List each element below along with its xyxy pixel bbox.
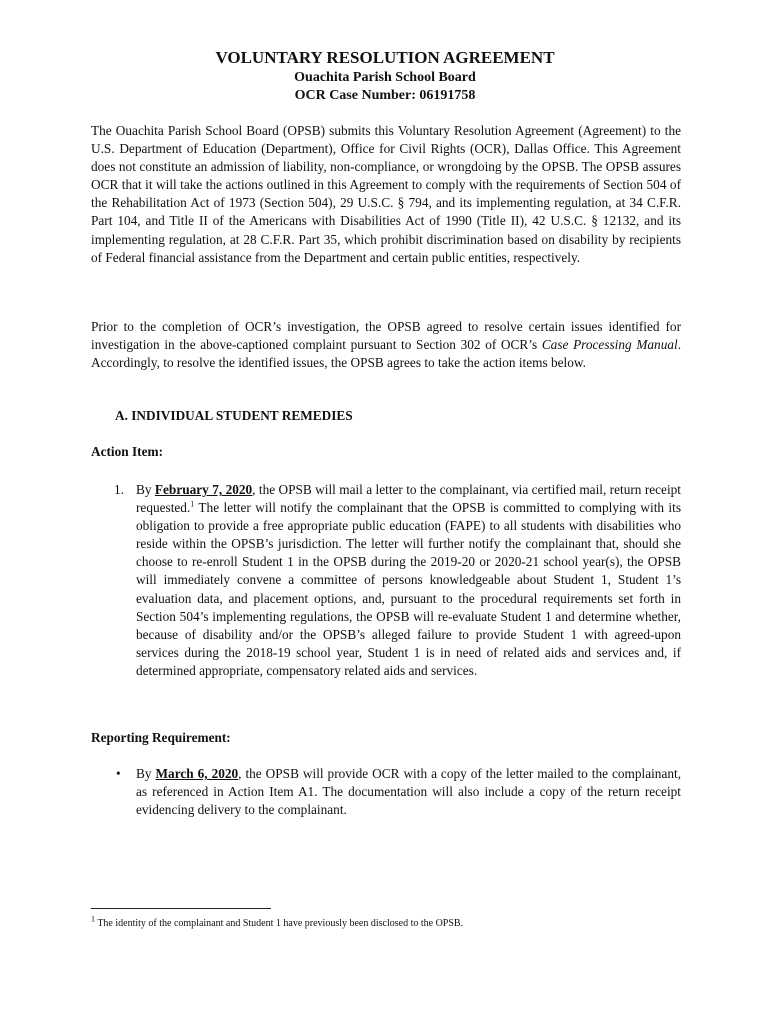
- footnote-text: The identity of the complainant and Student 1 have previously been disclosed to the OPSB.: [95, 918, 464, 929]
- bullet-deadline: March 6, 2020: [155, 766, 239, 781]
- item-text-2: The letter will notify the complainant that the OPSB is committed to complying with its obligation to provide a free appropriate public education (FAPE) to all students with disabilities who reside within the OPSB’s jurisdiction. The letter will further notify the complainant that, should she choose to re-enroll Student 1 in the OPSB during the 2019-20 or 2020-21 school year(s), the OPSB will immediately convene a committee of persons knowledgeable about Student 1, Student 1’s evaluation data, and placement options, and, pursuant to the procedural requirements set forth in Section 504’s implementing regulations, the OPSB will re-evaluate Student 1 and determine whether, because of disability and/or the OPSB’s alleged failure to provide Student 1 with agreed-upon services during the 2018-19 school year, Student 1 is in need of related aids and services and, if determined appropriate, compensatory related aids and services.: [136, 500, 681, 678]
- item-number: 1.: [114, 482, 124, 497]
- section-a-heading: A. INDIVIDUAL STUDENT REMEDIES: [115, 408, 353, 423]
- footnote-reference: 1: [190, 499, 195, 509]
- case-number: OCR Case Number: 06191758: [294, 88, 476, 103]
- intro-paragraph-1: The Ouachita Parish School Board (OPSB) submits this Voluntary Resolution Agreement (Agreement) to the U.S. Department of Education (Department), Office for Civil Rights (OCR), Dallas Office. This Agreement does not constitute an admission of liability, non-compliance, or wrongdoing by the OPSB. The OPSB assures OCR that it will take the actions outlined in this Agreement to comply with the requirements of Section 504 of the Rehabilitation Act of 1973 (Section 504), 29 U.S.C. § 794, and its implementing regulation, at 34 C.F.R. Part 104, and Title II of the Americans with Disabilities Act of 1990 (Title II), 42 U.S.C. § 12132, and its implementing regulation, at 28 C.F.R. Part 35, which prohibit discrimination based on disability by recipients of Federal financial assistance from the Department and certain public entities, respectively.: [91, 123, 681, 265]
- paragraph-2-text-b: . Accordingly, to resolve the identified issues, the OPSB agrees to take the action items below.: [91, 337, 682, 371]
- item-prefix: By: [136, 482, 155, 497]
- item-deadline: February 7, 2020: [154, 482, 253, 497]
- bullet-text: , the OPSB will provide OCR with a copy of the letter mailed to the complainant, as referenced in Action Item A1. The documentation will also include a copy of the return receipt evidencing delivery to the complainant.: [136, 766, 682, 818]
- footnote-number: 1: [91, 914, 95, 924]
- document-title: VOLUNTARY RESOLUTION AGREEMENT: [215, 48, 555, 67]
- reporting-requirement-label: Reporting Requirement:: [91, 730, 231, 745]
- action-item-label: Action Item:: [91, 444, 164, 459]
- school-board-name: Ouachita Parish School Board: [294, 70, 476, 85]
- bullet-prefix: By: [136, 766, 156, 781]
- action-item-1: [136, 481, 681, 680]
- intro-paragraph-2: [91, 318, 681, 372]
- footnote: [91, 914, 464, 930]
- paragraph-2-text-a: Prior to the completion of OCR’s investigation, the OPSB agreed to resolve certain issues identified for investigation in the above-captioned complaint pursuant to Section 302 of OCR’s: [91, 319, 681, 353]
- footnote-divider: [91, 908, 271, 909]
- case-processing-manual-title: Case Processing Manual: [541, 337, 678, 353]
- bullet-icon: •: [116, 766, 121, 781]
- reporting-bullet: [136, 765, 681, 819]
- item-text-1: , the OPSB will mail a letter to the complainant, via certified mail, return receipt requested.: [136, 482, 681, 516]
